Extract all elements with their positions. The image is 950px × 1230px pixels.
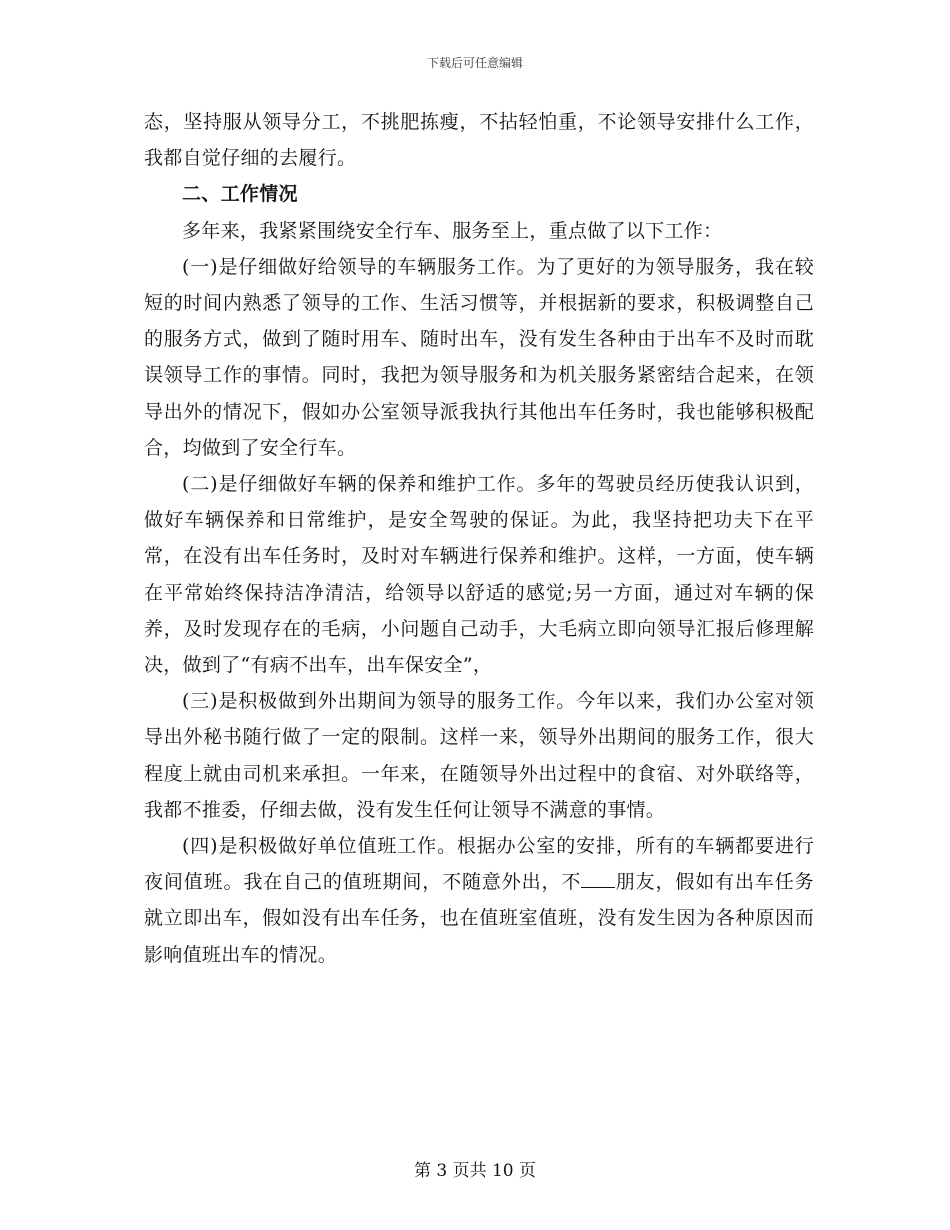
paragraph-intro: 多年来，我紧紧围绕安全行车、服务至上，重点做了以下工作：: [182, 219, 723, 242]
paragraph-item-4: [144, 828, 814, 973]
paragraph-item-1: (一)是仔细做好给领导的车辆服务工作。为了更好的为领导服务，我在较短的时间内熟悉了领导的工作、生活习惯等，并根据新的要求，积极调整自己的服务方式，做到了随时用车、随时出车，没有发生各种由于出车不及时而耽误领导工作的事情。同时，我把为领导服务和为机关服务紧密结合起来，在领导出外的情况下，假如办公室领导派我执行其他出车任务时，我也能够积极配合，均做到了安全行车。: [144, 255, 814, 459]
paragraph-item-4-part-2: 朋友，假如有出车任务就立即出车，假如没有出车任务，也在值班室值班，没有发生因为各种原因而影响值班出车的情况。: [144, 871, 814, 966]
paragraph-item-3: (三)是积极做到外出期间为领导的服务工作。今年以来，我们办公室对领导出外秘书随行做了一定的限制。这样一来，领导外出期间的服务工作，很大程度上就由司机来承担。一年来，在随领导外出过程中的食宿、对外联络等，我都不推委，仔细去做，没有发生任何让领导不满意的事情。: [144, 690, 814, 821]
document-body: [144, 104, 814, 973]
page-header: 下载后可任意编辑: [426, 56, 523, 70]
blank-underline: [581, 869, 615, 888]
page-footer: 第 3 页共 10 页: [413, 1161, 537, 1181]
paragraph-item-2: (二)是仔细做好车辆的保养和维护工作。多年的驾驶员经历使我认识到，做好车辆保养和日常维护，是安全驾驶的保证。为此，我坚持把功夫下在平常，在没有出车任务时，及时对车辆进行保养和维护。这样，一方面，使车辆在平常始终保持洁净清洁，给领导以舒适的感觉;另一方面，通过对车辆的保养，及时发现存在的毛病，小问题自己动手，大毛病立即向领导汇报后修理解决，做到了“有病不出车，出车保安全”，: [144, 473, 814, 677]
paragraph-item-4-part-1: (四)是积极做好单位值班工作。根据办公室的安排，所有的车辆都要进行夜间值班。我在自己的值班期间，不随意外出，不: [144, 835, 814, 894]
section-heading: 二、工作情况: [182, 183, 298, 206]
paragraph-continued: 态，坚持服从领导分工，不挑肥拣瘦，不拈轻怕重，不论领导安排什么工作，我都自觉仔细的去履行。: [144, 111, 814, 170]
